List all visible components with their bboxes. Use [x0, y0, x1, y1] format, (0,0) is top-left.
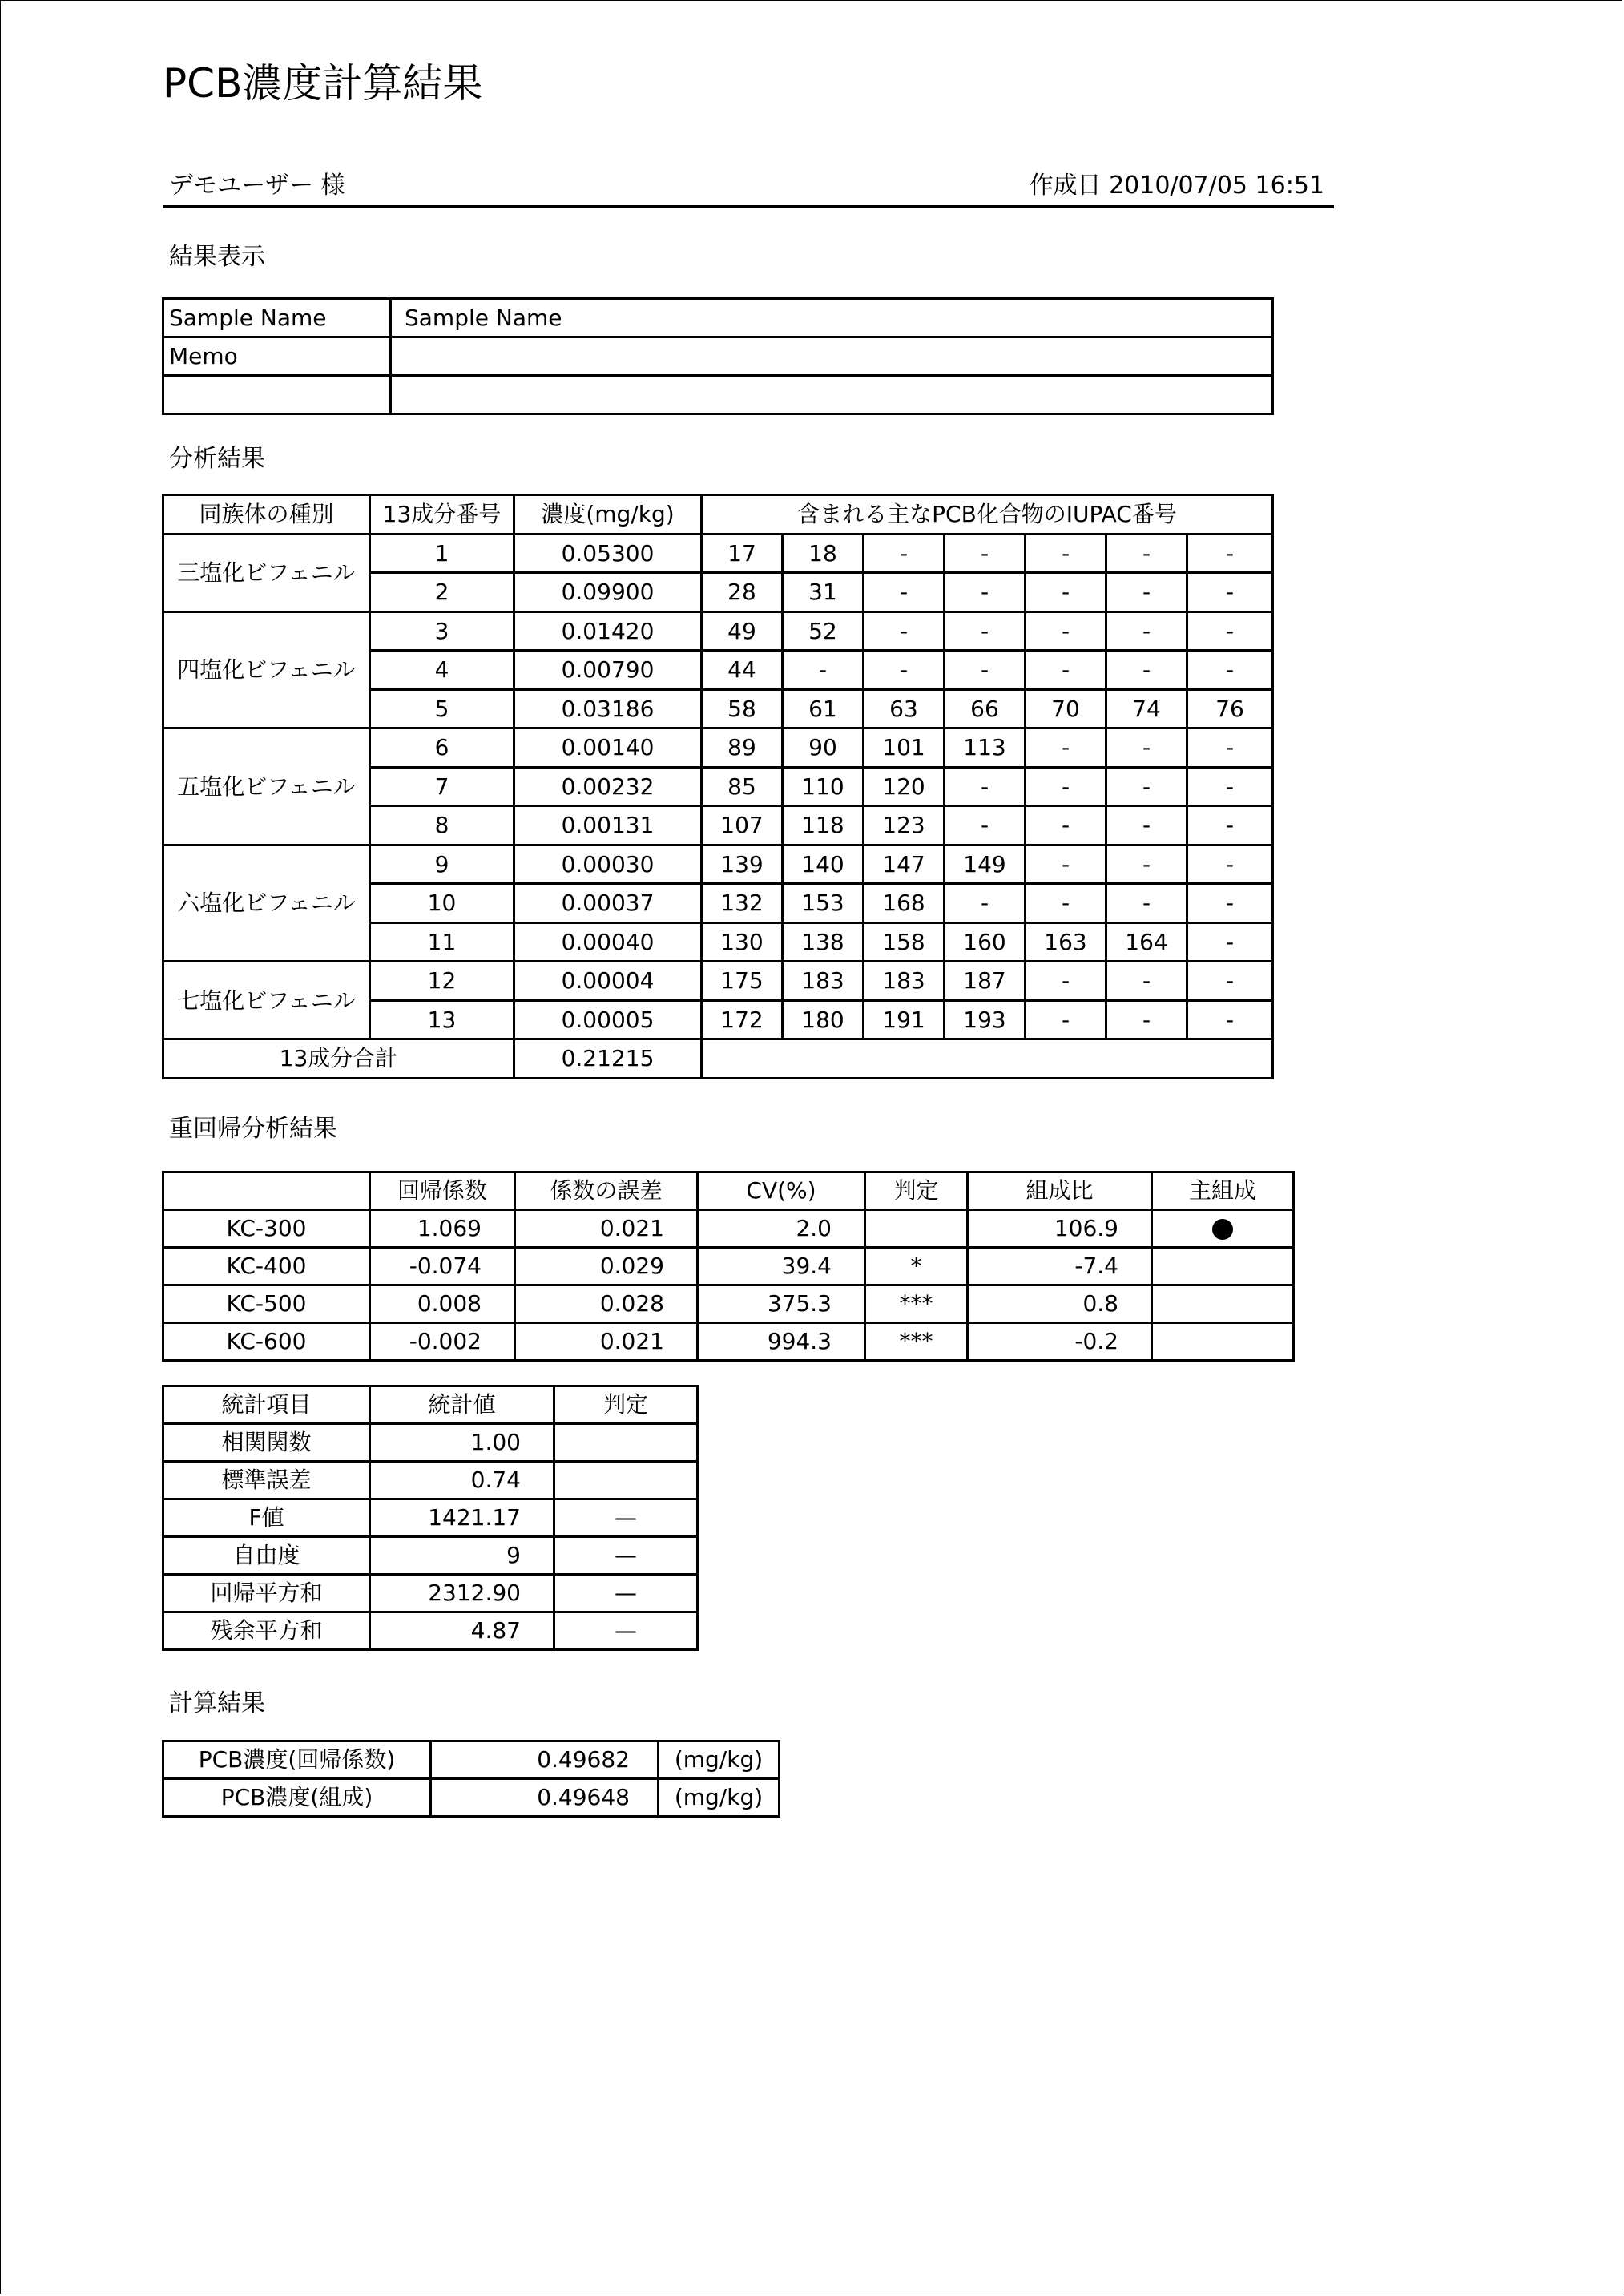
table-cell: -: [1187, 1000, 1273, 1039]
table-cell: 191: [864, 1000, 945, 1039]
table-row: [163, 1285, 1294, 1323]
table-cell: 138: [783, 922, 864, 962]
table-cell: 2: [370, 573, 514, 612]
table-cell: -: [945, 573, 1026, 612]
table-row: [163, 1779, 780, 1817]
table-cell: 0.74: [370, 1462, 554, 1499]
table-cell: 残余平方和: [163, 1612, 370, 1650]
table-cell: -: [1026, 884, 1106, 923]
table-cell: -: [1106, 962, 1187, 1001]
table-cell: -: [1106, 767, 1187, 806]
table-cell: -: [1187, 728, 1273, 768]
table-cell: -: [1187, 534, 1273, 573]
table-cell: -: [1106, 806, 1187, 845]
table-cell: KC-300: [163, 1210, 370, 1248]
table-cell: ***: [865, 1285, 968, 1323]
table-cell: 118: [783, 806, 864, 845]
table-row: [163, 376, 1273, 414]
table-cell: -: [1187, 845, 1273, 884]
table-cell: 89: [702, 728, 783, 768]
table-row: [163, 1248, 1294, 1285]
table-cell: 0.00131: [514, 806, 702, 845]
table-cell: 0.00005: [514, 1000, 702, 1039]
table-row: [163, 1210, 1294, 1248]
created-date: 作成日 2010/07/05 16:51: [1029, 171, 1324, 200]
table-cell: (mg/kg): [659, 1779, 780, 1817]
table-row: [163, 1612, 698, 1650]
table-cell: —: [554, 1499, 698, 1537]
table-cell: -: [1187, 767, 1273, 806]
table-cell: [1152, 1285, 1294, 1323]
table-cell: 回帰平方和: [163, 1575, 370, 1612]
table-cell: 七塩化ビフェニル: [163, 962, 370, 1039]
table-cell: 主組成: [1152, 1172, 1294, 1210]
table-cell: 同族体の種別: [163, 495, 370, 535]
table-cell: KC-600: [163, 1323, 370, 1361]
table-cell: -: [1026, 806, 1106, 845]
table-cell: 8: [370, 806, 514, 845]
table-cell: -: [864, 611, 945, 651]
table-cell: 0.00232: [514, 767, 702, 806]
table-cell: 123: [864, 806, 945, 845]
table-cell: -: [1106, 534, 1187, 573]
table-cell: PCB濃度(組成): [163, 1779, 431, 1817]
table-cell: 9: [370, 845, 514, 884]
table-cell: 139: [702, 845, 783, 884]
table-cell: 1.00: [370, 1424, 554, 1462]
table-cell: CV(%): [698, 1172, 865, 1210]
table-cell: 183: [783, 962, 864, 1001]
table-cell: 係数の誤差: [515, 1172, 698, 1210]
table-cell: 130: [702, 922, 783, 962]
table-cell: 149: [945, 845, 1026, 884]
table-cell: 0.021: [515, 1210, 698, 1248]
table-row: [163, 299, 1273, 337]
table-cell: 0.8: [968, 1285, 1152, 1323]
table-cell: 110: [783, 767, 864, 806]
header-row: [163, 1172, 1294, 1210]
table-cell: KC-400: [163, 1248, 370, 1285]
table-cell: 0.49648: [431, 1779, 659, 1817]
table-cell: 7: [370, 767, 514, 806]
table-cell: ***: [865, 1323, 968, 1361]
table-cell: 濃度(mg/kg): [514, 495, 702, 535]
table-cell: 101: [864, 728, 945, 768]
table-cell: 113: [945, 728, 1026, 768]
table-cell: -0.074: [370, 1248, 515, 1285]
table-cell: 0.00040: [514, 922, 702, 962]
table-row: [163, 611, 1273, 651]
table-cell: 52: [783, 611, 864, 651]
header-row: [163, 1386, 698, 1424]
table-cell: -: [1026, 728, 1106, 768]
table-cell: -: [1026, 534, 1106, 573]
table-cell: 140: [783, 845, 864, 884]
table-cell: -: [1106, 573, 1187, 612]
table-cell: 2312.90: [370, 1575, 554, 1612]
table-cell: -: [1026, 611, 1106, 651]
table-cell: [1152, 1210, 1294, 1248]
table-cell: 183: [864, 962, 945, 1001]
table-cell: 10: [370, 884, 514, 923]
table-cell: 0.09900: [514, 573, 702, 612]
analysis-table: [162, 494, 1274, 1079]
table-cell: 66: [945, 689, 1026, 728]
table-cell: 158: [864, 922, 945, 962]
table-cell: 76: [1187, 689, 1273, 728]
table-cell: [702, 1039, 1273, 1079]
table-row: [163, 962, 1273, 1001]
table-cell: 13成分合計: [163, 1039, 514, 1079]
table-cell: 107: [702, 806, 783, 845]
table-cell: 2.0: [698, 1210, 865, 1248]
table-row: [163, 1323, 1294, 1361]
table-cell: 193: [945, 1000, 1026, 1039]
table-cell: 160: [945, 922, 1026, 962]
table-cell: -: [1106, 1000, 1187, 1039]
user-name: デモユーザー 様: [169, 171, 345, 200]
table-cell: 判定: [554, 1386, 698, 1424]
table-cell: 132: [702, 884, 783, 923]
table-cell: 180: [783, 1000, 864, 1039]
table-cell: -: [1026, 845, 1106, 884]
table-cell: 4: [370, 651, 514, 690]
table-cell: 74: [1106, 689, 1187, 728]
table-cell: 17: [702, 534, 783, 573]
table-cell: 0.00030: [514, 845, 702, 884]
table-cell: -: [945, 651, 1026, 690]
table-cell: -: [945, 806, 1026, 845]
table-cell: -: [864, 573, 945, 612]
table-cell: 106.9: [968, 1210, 1152, 1248]
table-cell: -: [1187, 611, 1273, 651]
table-cell: -: [1187, 651, 1273, 690]
table-cell: 187: [945, 962, 1026, 1001]
table-row: [163, 1575, 698, 1612]
table-cell: *: [865, 1248, 968, 1285]
table-cell: 13: [370, 1000, 514, 1039]
table-cell: 0.00790: [514, 651, 702, 690]
table-cell: -: [1187, 962, 1273, 1001]
table-cell: 90: [783, 728, 864, 768]
table-row: [163, 845, 1273, 884]
table-cell: KC-500: [163, 1285, 370, 1323]
table-row: [163, 1462, 698, 1499]
table-cell: 含まれる主なPCB化合物のIUPAC番号: [702, 495, 1273, 535]
table-cell: —: [554, 1575, 698, 1612]
table-cell: 12: [370, 962, 514, 1001]
table-cell: Sample Name: [391, 299, 1273, 337]
table-cell: 0.00140: [514, 728, 702, 768]
table-cell: 判定: [865, 1172, 968, 1210]
table-cell: PCB濃度(回帰係数): [163, 1741, 431, 1779]
table-cell: Memo: [163, 337, 391, 376]
table-cell: 994.3: [698, 1323, 865, 1361]
table-cell: 163: [1026, 922, 1106, 962]
table-cell: -: [1026, 962, 1106, 1001]
table-cell: 統計項目: [163, 1386, 370, 1424]
table-cell: 4.87: [370, 1612, 554, 1650]
table-cell: [1152, 1323, 1294, 1361]
table-cell: 三塩化ビフェニル: [163, 534, 370, 611]
table-cell: 168: [864, 884, 945, 923]
table-cell: 1421.17: [370, 1499, 554, 1537]
calculation-table: [162, 1740, 780, 1818]
regression-table: [162, 1171, 1295, 1362]
table-cell: 49: [702, 611, 783, 651]
table-cell: -: [945, 884, 1026, 923]
table-cell: 85: [702, 767, 783, 806]
section-analysis: 分析結果: [169, 445, 265, 473]
table-cell: 相関関数: [163, 1424, 370, 1462]
stats-table: [162, 1385, 699, 1651]
table-cell: [163, 376, 391, 414]
table-cell: -: [1187, 573, 1273, 612]
table-cell: 70: [1026, 689, 1106, 728]
table-cell: 0.008: [370, 1285, 515, 1323]
table-cell: —: [554, 1612, 698, 1650]
table-cell: -: [1026, 1000, 1106, 1039]
table-cell: 0.21215: [514, 1039, 702, 1079]
section-result-display: 結果表示: [169, 243, 265, 271]
report-title: PCB濃度計算結果: [163, 60, 483, 107]
table-cell: 四塩化ビフェニル: [163, 611, 370, 728]
table-cell: 39.4: [698, 1248, 865, 1285]
table-row: [163, 1424, 698, 1462]
table-cell: 1.069: [370, 1210, 515, 1248]
table-row: [163, 534, 1273, 573]
table-cell: [554, 1424, 698, 1462]
user-line: [163, 165, 1334, 208]
table-cell: 0.00004: [514, 962, 702, 1001]
table-cell: 44: [702, 651, 783, 690]
table-cell: 0.00037: [514, 884, 702, 923]
table-cell: 6: [370, 728, 514, 768]
table-cell: -: [864, 534, 945, 573]
table-cell: -: [1026, 573, 1106, 612]
table-cell: —: [554, 1537, 698, 1575]
table-row: [163, 337, 1273, 376]
table-cell: 61: [783, 689, 864, 728]
table-row: [163, 1499, 698, 1537]
table-cell: -0.002: [370, 1323, 515, 1361]
table-cell: -: [1106, 845, 1187, 884]
table-cell: [163, 1172, 370, 1210]
table-cell: 0.029: [515, 1248, 698, 1285]
table-cell: 120: [864, 767, 945, 806]
table-cell: -: [945, 534, 1026, 573]
table-cell: [391, 337, 1273, 376]
table-cell: -: [783, 651, 864, 690]
table-cell: 172: [702, 1000, 783, 1039]
table-cell: -: [1106, 611, 1187, 651]
total-row: [163, 1039, 1273, 1079]
table-cell: 0.028: [515, 1285, 698, 1323]
table-cell: 13成分番号: [370, 495, 514, 535]
table-cell: 0.03186: [514, 689, 702, 728]
table-cell: 164: [1106, 922, 1187, 962]
table-cell: 63: [864, 689, 945, 728]
table-cell: 五塩化ビフェニル: [163, 728, 370, 845]
table-cell: -: [1106, 884, 1187, 923]
table-cell: -7.4: [968, 1248, 1152, 1285]
table-cell: 28: [702, 573, 783, 612]
table-cell: 六塩化ビフェニル: [163, 845, 370, 962]
table-cell: F値: [163, 1499, 370, 1537]
info-table: [162, 297, 1274, 415]
table-cell: -: [1187, 806, 1273, 845]
table-cell: 31: [783, 573, 864, 612]
table-cell: 175: [702, 962, 783, 1001]
table-cell: 組成比: [968, 1172, 1152, 1210]
table-cell: 自由度: [163, 1537, 370, 1575]
table-row: [163, 728, 1273, 768]
table-cell: 1: [370, 534, 514, 573]
section-regression: 重回帰分析結果: [169, 1115, 337, 1143]
table-cell: 0.021: [515, 1323, 698, 1361]
table-cell: -: [945, 611, 1026, 651]
table-cell: 統計値: [370, 1386, 554, 1424]
table-cell: 9: [370, 1537, 554, 1575]
table-cell: 標準誤差: [163, 1462, 370, 1499]
table-cell: 0.05300: [514, 534, 702, 573]
table-cell: 11: [370, 922, 514, 962]
table-row: [163, 1537, 698, 1575]
main-composition-dot-icon: [1212, 1219, 1233, 1240]
table-cell: -0.2: [968, 1323, 1152, 1361]
table-cell: 375.3: [698, 1285, 865, 1323]
table-cell: -: [945, 767, 1026, 806]
table-cell: [865, 1210, 968, 1248]
table-cell: 153: [783, 884, 864, 923]
table-cell: 58: [702, 689, 783, 728]
table-cell: [1152, 1248, 1294, 1285]
table-cell: [554, 1462, 698, 1499]
table-cell: -: [1026, 767, 1106, 806]
table-cell: 5: [370, 689, 514, 728]
table-cell: -: [1106, 728, 1187, 768]
header-row: [163, 495, 1273, 535]
table-cell: (mg/kg): [659, 1741, 780, 1779]
table-cell: 回帰係数: [370, 1172, 515, 1210]
table-cell: -: [1026, 651, 1106, 690]
table-cell: -: [1187, 884, 1273, 923]
table-cell: -: [864, 651, 945, 690]
table-cell: 147: [864, 845, 945, 884]
table-cell: 0.49682: [431, 1741, 659, 1779]
table-cell: 0.01420: [514, 611, 702, 651]
table-cell: -: [1106, 651, 1187, 690]
section-calculation: 計算結果: [169, 1689, 265, 1717]
table-cell: 3: [370, 611, 514, 651]
table-cell: Sample Name: [163, 299, 391, 337]
table-cell: [391, 376, 1273, 414]
table-row: [163, 1741, 780, 1779]
table-cell: -: [1187, 922, 1273, 962]
table-cell: 18: [783, 534, 864, 573]
